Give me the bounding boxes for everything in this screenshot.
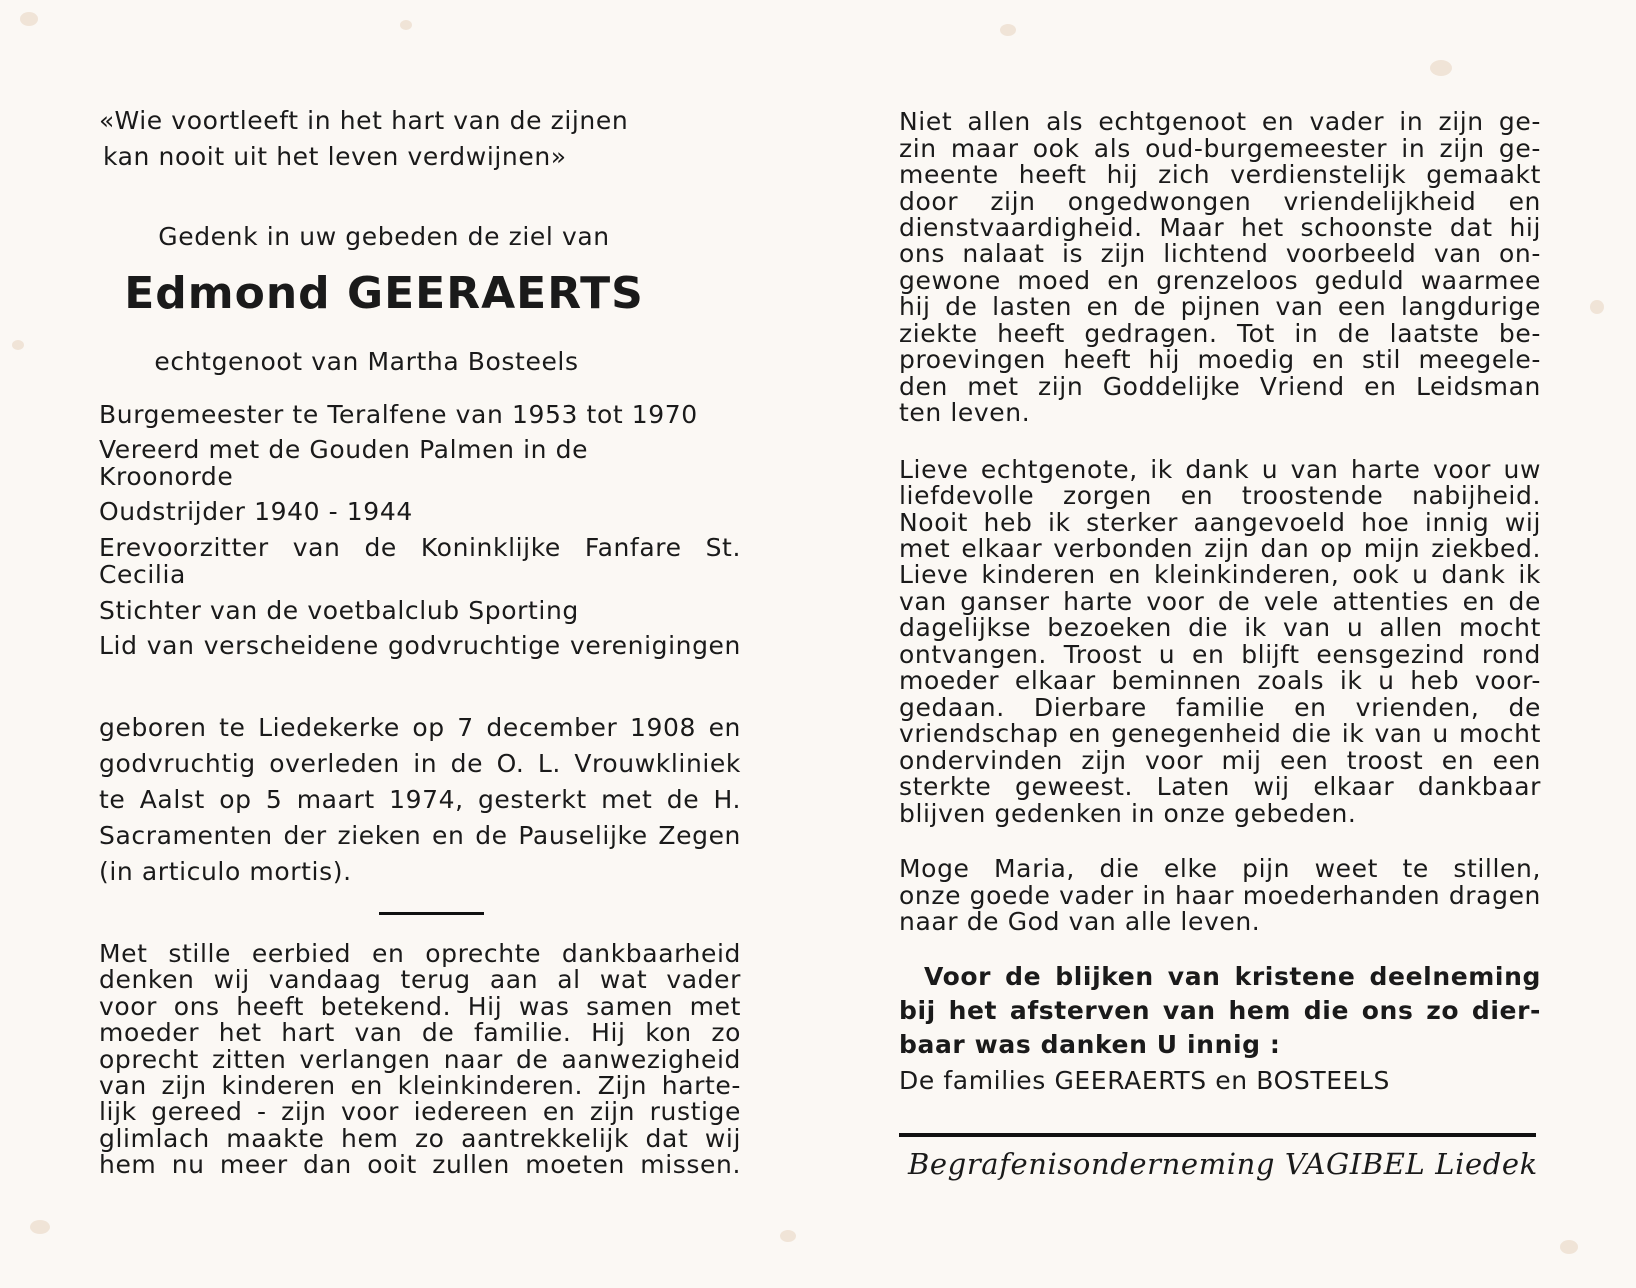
paper-speck [1560, 1240, 1578, 1254]
paragraph-line: zin maar ook als oud-burgemeester in zijn ge- [899, 134, 1541, 163]
title-line: Stichter van de voetbalclub Sporting [99, 596, 579, 625]
paper-speck [400, 20, 412, 30]
paragraph-line: blijven gedenken in onze gebeden. [899, 799, 1357, 828]
birth-death-line: Sacramenten der zieken en de Pauselijke Zegen [99, 821, 741, 850]
thanks-line: baar was danken U innig : [899, 1030, 1281, 1059]
section-divider [379, 912, 484, 915]
title-line: Lid van verscheidene godvruchtige verenigingen [99, 631, 741, 660]
paper-speck [1430, 60, 1452, 76]
paper-speck [780, 1230, 796, 1242]
birth-death-line: geboren te Liedekerke op 7 december 1908 en [99, 713, 741, 742]
intro-text: Gedenk in uw gebeden de ziel van [158, 222, 610, 251]
paragraph-line: van ganser harte voor de vele attenties en de [899, 587, 1541, 616]
birth-death-line: (in articulo mortis). [99, 857, 352, 886]
tribute-line: oprecht zitten verlangen naar de aanwezigheid [99, 1045, 741, 1074]
birth-death-line: godvruchtig overleden in de O. L. Vrouwkliniek [99, 749, 741, 778]
paragraph-line: ziekte heeft gedragen. Tot in de laatste be- [899, 319, 1541, 348]
thanks-line: Voor de blijken van kristene deelneming [924, 962, 1541, 991]
paragraph-line: door zijn ongedwongen vriendelijkheid en [899, 187, 1541, 216]
tribute-line: hem nu meer dan ooit zullen moeten missen. [99, 1150, 741, 1179]
title-line: Vereerd met de Gouden Palmen in de [99, 435, 589, 464]
tribute-line: van zijn kinderen en kleinkinderen. Zijn harte- [99, 1071, 741, 1100]
paragraph-line: Moge Maria, die elke pijn weet te stillen, [899, 854, 1541, 883]
paragraph-line: dienstvaardigheid. Maar het schoonste dat hij [899, 213, 1541, 242]
paragraph-line: ondervinden zijn voor mij een troost en een [899, 746, 1541, 775]
paragraph-line: proevingen heeft hij moedig en stil meegele- [899, 345, 1541, 374]
thanks-line: bij het afsterven van hem die ons zo dier- [899, 996, 1541, 1025]
funeral-home-text: Begrafenisonderneming VAGIBEL Liedek [908, 1147, 1538, 1181]
paragraph-line: naar de God van alle leven. [899, 907, 1261, 936]
paper-speck [12, 340, 24, 350]
paper-speck [30, 1220, 50, 1234]
title-line: Oudstrijder 1940 - 1944 [99, 497, 413, 526]
paragraph-line: dagelijkse bezoeken die ik van u allen mocht [899, 613, 1541, 642]
footer-rule [899, 1133, 1536, 1137]
quote-line: «Wie voortleeft in het hart van de zijnen [99, 106, 629, 135]
paper-speck [1000, 24, 1016, 36]
paragraph-line: meente heeft hij zich verdienstelijk gemaakt [899, 160, 1541, 189]
paragraph-line: liefdevolle zorgen en troostende nabijheid. [899, 481, 1541, 510]
paragraph-line: gewone moed en grenzeloos geduld waarmee [899, 266, 1541, 295]
birth-death-line: te Aalst op 5 maart 1974, gesterkt met de H. [99, 785, 741, 814]
title-line: Cecilia [99, 560, 186, 589]
deceased-name: Edmond GEERAERTS [124, 268, 644, 319]
tribute-line: denken wij vandaag terug aan al wat vader [99, 965, 741, 994]
paragraph-line: gedaan. Dierbare familie en vrienden, de [899, 693, 1541, 722]
title-line: Burgemeester te Teralfene van 1953 tot 1970 [99, 400, 698, 429]
title-line: Kroonorde [99, 462, 234, 491]
paragraph-line: onze goede vader in haar moederhanden dragen [899, 881, 1541, 910]
paper-speck [20, 12, 38, 26]
paragraph-line: ons nalaat is zijn lichtend voorbeeld van on- [899, 239, 1541, 268]
tribute-line: Met stille eerbied en oprechte dankbaarheid [99, 939, 741, 968]
quote-line: kan nooit uit het leven verdwijnen» [103, 142, 567, 171]
tribute-line: glimlach maakte hem zo aantrekkelijk dat wij [99, 1124, 741, 1153]
paragraph-line: ontvangen. Troost u en blijft eensgezind rond [899, 640, 1541, 669]
paper-speck [1590, 300, 1604, 314]
tribute-line: moeder het hart van de familie. Hij kon zo [99, 1018, 741, 1047]
paragraph-line: ten leven. [899, 398, 1031, 427]
paragraph-line: Nooit heb ik sterker aangevoeld hoe innig wij [899, 508, 1541, 537]
paragraph-line: moeder elkaar beminnen zoals ik u heb voor- [899, 666, 1541, 695]
paragraph-line: hij de lasten en de pijnen van een langdurige [899, 292, 1541, 321]
spouse-text: echtgenoot van Martha Bosteels [154, 347, 579, 376]
paragraph-line: den met zijn Goddelijke Vriend en Leidsman [899, 372, 1541, 401]
tribute-line: lijk gereed - zijn voor iedereen en zijn rustige [99, 1097, 741, 1126]
tribute-line: voor ons heeft betekend. Hij was samen met [99, 992, 741, 1021]
paragraph-line: sterkte geweest. Laten wij elkaar dankbaar [899, 772, 1541, 801]
families-text: De families GEERAERTS en BOSTEELS [899, 1066, 1390, 1095]
title-line: Erevoorzitter van de Koninklijke Fanfare St. [99, 533, 741, 562]
paragraph-line: met elkaar verbonden zijn dan op mijn ziekbed. [899, 534, 1541, 563]
paragraph-line: Lieve echtgenote, ik dank u van harte voor uw [899, 455, 1541, 484]
paragraph-line: Lieve kinderen en kleinkinderen, ook u dank ik [899, 560, 1541, 589]
paragraph-line: vriendschap en genegenheid die ik van u mocht [899, 719, 1541, 748]
paragraph-line: Niet allen als echtgenoot en vader in zijn ge- [899, 107, 1541, 136]
